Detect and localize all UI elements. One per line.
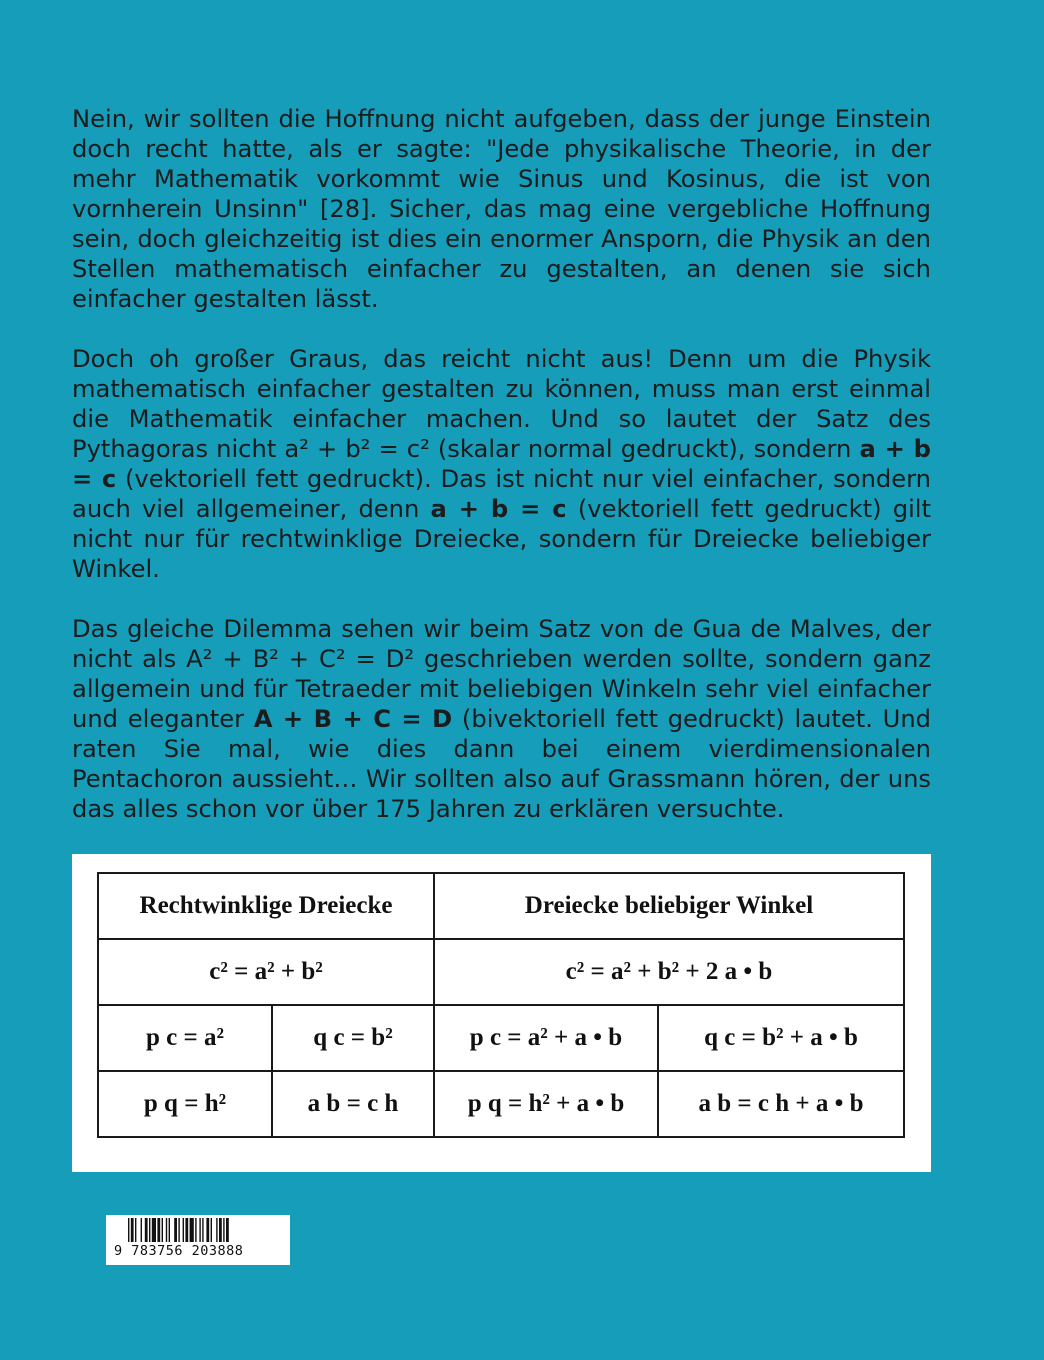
paragraph-2 xyxy=(72,344,931,584)
formula-cell: a b = c h xyxy=(272,1071,434,1137)
body-text xyxy=(72,104,931,824)
paragraph-3-text-a: Das gleiche Dilemma sehen wir beim Satz von de Gua de Malves, der nicht als A² + B² + C² = D² geschrieben werden sollte, sondern ganz allgemein und für Tetraeder mit beliebigen Winkeln sehr viel einfacher und eleganter xyxy=(72,615,931,733)
paragraph-3-text-b: (bivektoriell fett gedruckt) lautet. Und raten Sie mal, wie dies dann bei einem vierdimensionalen Pentachoron aussieht… Wir sollten also auf Grassmann hören, der uns das alles schon vor über 175 Jahren zu erklären versuchte. xyxy=(72,705,932,823)
bivector-formula: A + B + C = D xyxy=(253,705,453,733)
paragraph-3 xyxy=(72,614,931,824)
barcode-digits: 9 783756 203888 xyxy=(114,1243,244,1259)
formula-cell: p q = h² + a • b xyxy=(434,1071,658,1137)
header-right-angled: Rechtwinklige Dreiecke xyxy=(98,873,434,939)
header-arbitrary-angle: Dreiecke beliebiger Winkel xyxy=(434,873,904,939)
formula-cell: a b = c h + a • b xyxy=(658,1071,904,1137)
table-row xyxy=(98,1071,904,1137)
table-header-row xyxy=(98,873,904,939)
table-row xyxy=(98,939,904,1005)
barcode xyxy=(106,1215,290,1265)
vector-formula-2: a + b = c xyxy=(430,495,567,523)
formula-cell: q c = b² xyxy=(272,1005,434,1071)
paragraph-2-text-c: (vektoriell fett gedruckt) gilt nicht nur für rechtwinklige Dreiecke, sondern für Dreiecke beliebiger Winkel. xyxy=(72,495,931,583)
formula-cell: q c = b² + a • b xyxy=(658,1005,904,1071)
vector-formula-1: a + b = c xyxy=(72,435,931,493)
formula-cell: c² = a² + b² xyxy=(98,939,434,1005)
table-row xyxy=(98,1005,904,1071)
paragraph-2-text-b: (vektoriell fett gedruckt). Das ist nicht nur viel einfacher, sondern auch viel allgemeiner, denn xyxy=(72,465,931,523)
formula-cell: p c = a² xyxy=(98,1005,272,1071)
paragraph-2-text-a: Doch oh großer Graus, das reicht nicht aus! Denn um die Physik mathematisch einfacher gestalten zu können, muss man erst einmal die Mathematik einfacher machen. Und so lautet der Satz des Pythagoras nicht a² + b² = c² (skalar normal gedruckt), sondern xyxy=(72,345,931,463)
formula-cell: p c = a² + a • b xyxy=(434,1005,658,1071)
barcode-bars-icon xyxy=(128,1218,274,1242)
formula-cell: p q = h² xyxy=(98,1071,272,1137)
paragraph-1: Nein, wir sollten die Hoffnung nicht aufgeben, dass der junge Einstein doch recht hatte, als er sagte: "Jede physikalische Theorie, in der mehr Mathematik vorkommt wie Sinus und Kosinus, die ist von vornherein Unsinn" [28]. Sicher, das mag eine vergebliche Hoffnung sein, doch gleichzeitig ist dies ein enormer Ansporn, die Physik an den Stellen mathematisch einfacher zu gestalten, an denen sie sich einfacher gestalten lässt. xyxy=(72,105,931,313)
formula-panel xyxy=(72,854,931,1172)
formula-cell: c² = a² + b² + 2 a • b xyxy=(434,939,904,1005)
formula-table xyxy=(97,872,905,1138)
